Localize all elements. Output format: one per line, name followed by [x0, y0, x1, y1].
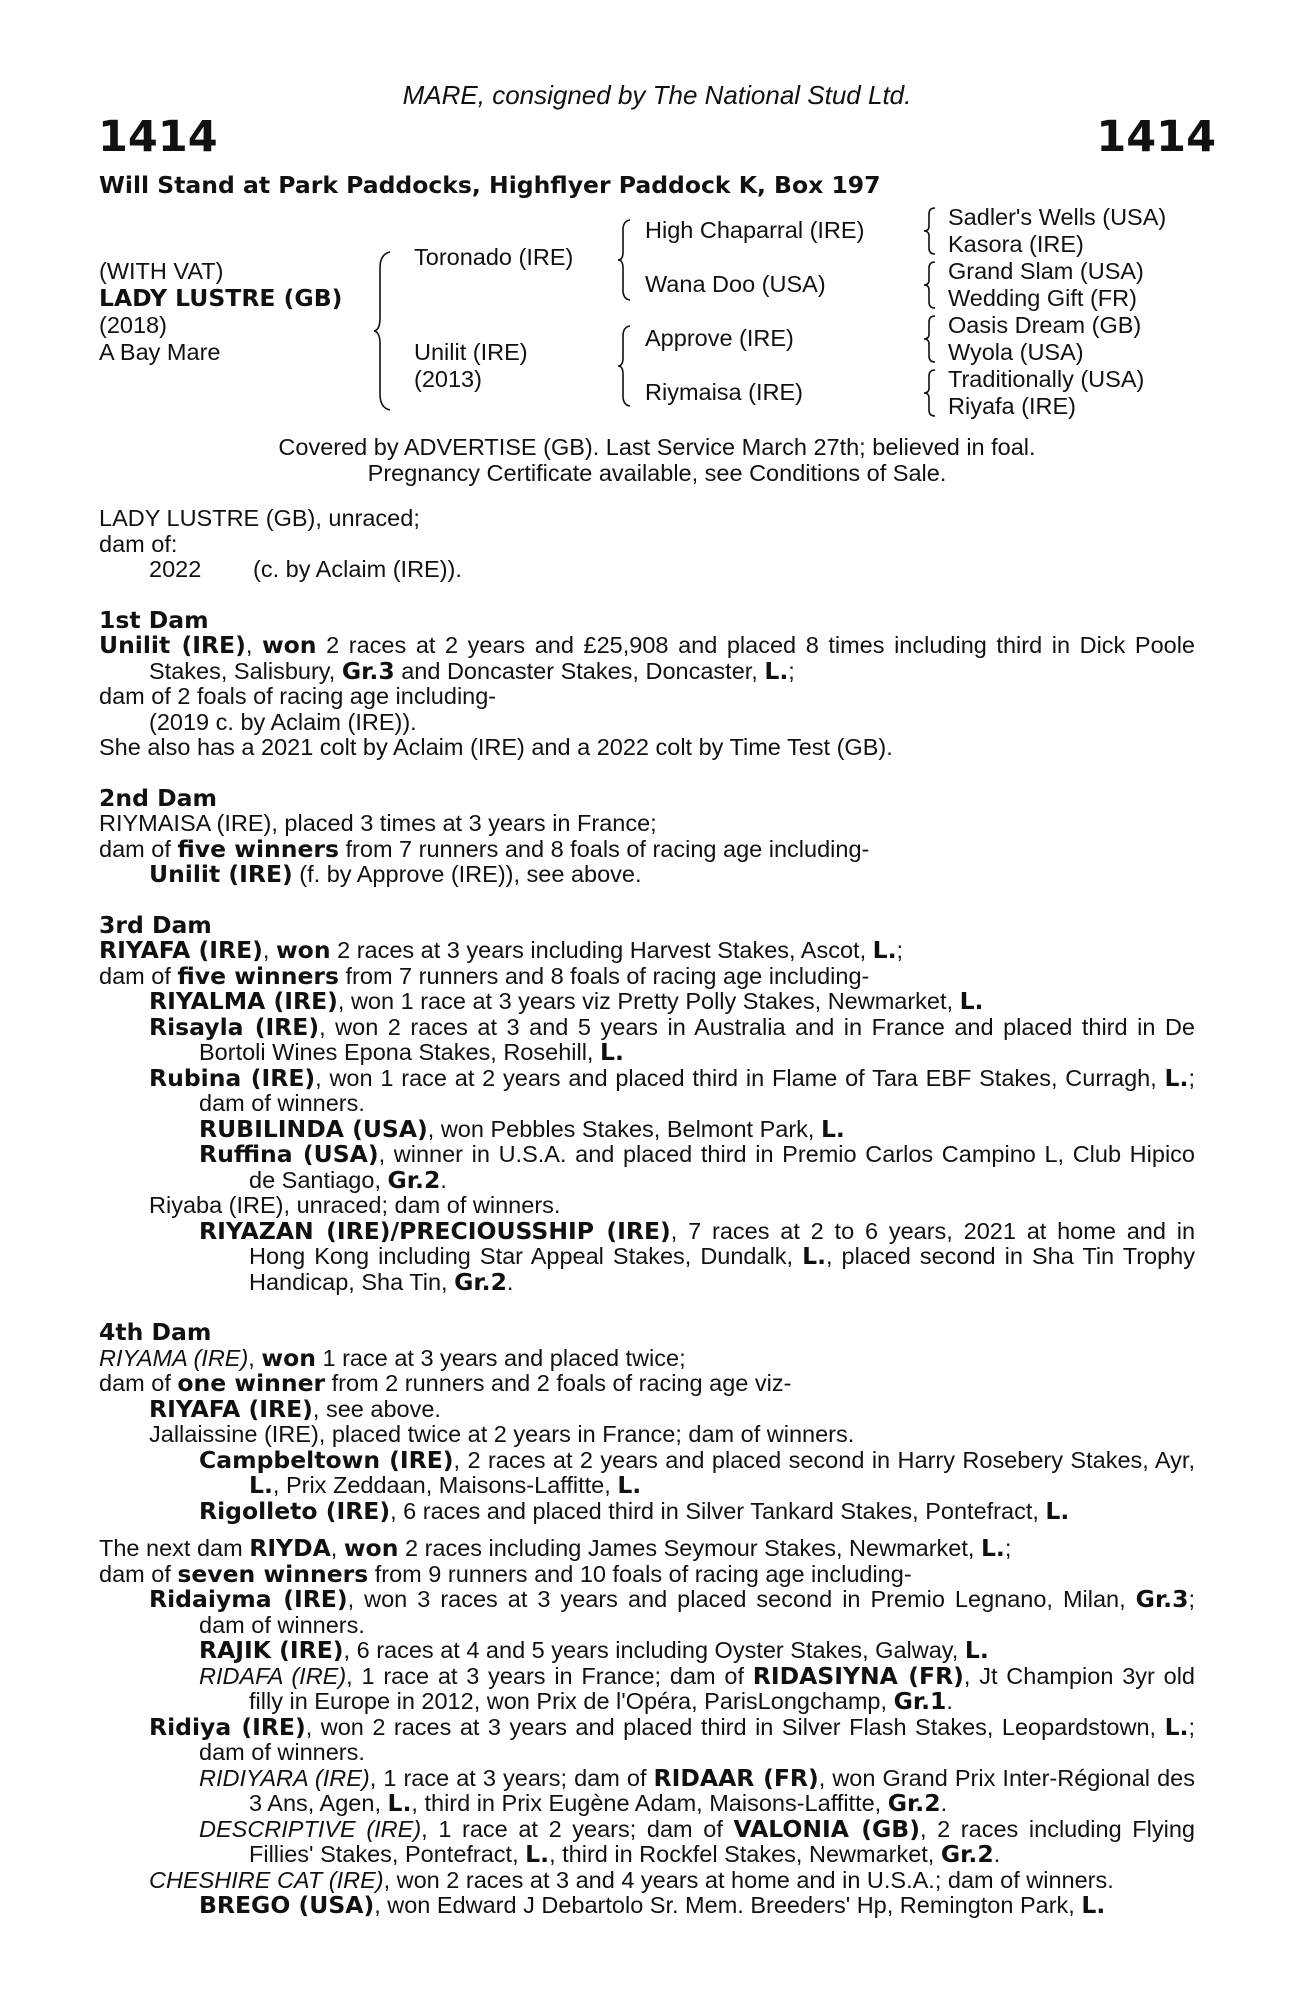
produce-foal [99, 557, 1195, 583]
record-text: . [993, 1841, 1001, 1867]
offspring-name: RIDAAR (FR) [653, 1763, 819, 1792]
record-text: , see above. [312, 1395, 441, 1422]
offspring-riyaba: Riyaba (IRE), unraced; dam of winners. [149, 1192, 561, 1218]
third-dam-dam-of [99, 961, 1195, 990]
covered-line-1: Covered by ADVERTISE (GB). Last Service March 27th; believed in foal. [278, 434, 1036, 460]
winners-count: five winners [177, 961, 339, 990]
horse-description: A Bay Mare [99, 339, 221, 365]
listed-label: L. [1081, 1891, 1106, 1919]
record-text: from 9 runners and 10 foals of racing age including- [368, 1560, 912, 1587]
pedigree-gen3-2: Wana Doo (USA) [645, 271, 826, 297]
offspring-name: RIYAZAN (IRE)/PRECIOUSSHIP (IRE) [199, 1216, 671, 1245]
second-dam-dam-of [99, 834, 1195, 863]
first-dam-also: She also has a 2021 colt by Aclaim (IRE) and a 2022 colt by Time Test (GB). [99, 734, 893, 760]
group-label: Gr.3 [1135, 1585, 1189, 1613]
record-text: , Prix Zeddaan, Maisons-Laffitte, [272, 1472, 618, 1498]
pedigree-gen4-4: Wedding Gift (FR) [948, 285, 1137, 311]
grandchild-campbeltown [99, 1445, 1195, 1499]
listed-label: L. [525, 1840, 550, 1868]
grandchild-rajik [99, 1638, 1195, 1664]
record-text: dam of [99, 1370, 178, 1396]
lot-number-left: 1414 [98, 112, 218, 162]
winners-count: seven winners [177, 1559, 369, 1588]
record-text: dam of [99, 835, 178, 862]
fourth-dam-section [99, 1320, 1195, 1524]
record-text: , third in Rockfel Stakes, Newmarket, [549, 1841, 941, 1867]
brace-main [372, 250, 398, 412]
listed-label: L. [1164, 1063, 1189, 1092]
first-dam-section [99, 605, 1195, 761]
offspring-name: Ruffina (USA) [199, 1140, 379, 1168]
grandchild-ridafa [99, 1661, 1195, 1715]
offspring-name: Rigolleto (IRE) [199, 1496, 391, 1525]
covered-line-2: Pregnancy Certificate available, see Conditions of Sale. [367, 459, 947, 486]
record-text: from 7 runners and 8 foals of racing age including- [338, 835, 870, 862]
record-text: , Jt Champion 3yr old filly in Europe in 2012, won Prix de l'Opéra, ParisLongchamp, [249, 1662, 1195, 1714]
winners-count: five winners [177, 834, 339, 863]
group-label: Gr.2 [454, 1267, 507, 1296]
pedigree-gen4-6: Wyola (USA) [948, 339, 1084, 365]
horse-year: (2018) [99, 312, 167, 338]
record-text: , placed second in Sha Tin Trophy Handicap, Sha Tin, [249, 1243, 1195, 1295]
listed-label: L. [249, 1471, 273, 1499]
offspring-name: RIDASIYNA (FR) [752, 1661, 964, 1690]
offspring-name: Rubina (IRE) [149, 1063, 316, 1092]
offspring-riyafa [99, 1394, 1195, 1423]
offspring-name: Risayla (IRE) [149, 1012, 320, 1041]
record-text: (f. by Approve (IRE)), see above. [292, 861, 642, 887]
second-dam-offspring [99, 862, 1195, 888]
pedigree-gen4-2: Kasora (IRE) [948, 231, 1084, 257]
fourth-dam-name: RIYAMA (IRE) [99, 1344, 249, 1371]
grandchild-brego [99, 1893, 1195, 1919]
record-text: dam of [99, 1560, 178, 1587]
offspring-name: Campbeltown (IRE) [199, 1445, 454, 1474]
listed-label: L. [959, 987, 984, 1015]
next-dam-section [99, 1536, 1195, 1919]
consignor-line: MARE, consigned by The National Stud Ltd. [402, 80, 912, 110]
grandchild-descriptive [99, 1814, 1195, 1868]
produce-foal-year: 2022 [149, 556, 202, 582]
record-text: from 7 runners and 8 foals of racing age including- [338, 962, 870, 989]
listed-label: L. [600, 1038, 624, 1066]
record-text: , won 1 race at 3 years viz Pretty Polly Stakes, Newmarket, [337, 988, 960, 1014]
record-text: 2 races at 2 years and £25,908 and placed 8 times including third in Dick Poole Stakes, Salisbury, [149, 632, 1195, 684]
fourth-dam-heading: 4th Dam [99, 1318, 212, 1346]
first-dam-foal: (2019 c. by Aclaim (IRE)). [149, 708, 417, 735]
record-text: , 1 race at 3 years in France; dam of [346, 1662, 753, 1689]
offspring-name: RUBILINDA (USA) [199, 1114, 428, 1143]
won-label: won [261, 1343, 316, 1372]
offspring-riyalma [99, 989, 1195, 1015]
winners-count: one winner [177, 1369, 326, 1397]
offspring-ridiya [99, 1712, 1195, 1766]
record-text: from 2 runners and 2 foals of racing age viz- [325, 1370, 792, 1396]
offspring-name: Ridaiyma (IRE) [149, 1585, 348, 1613]
pedigree-gen4-8: Riyafa (IRE) [948, 393, 1076, 419]
lot-number-right: 1414 [1096, 112, 1216, 162]
record-text: . [440, 1166, 447, 1193]
listed-label: L. [387, 1789, 412, 1817]
offspring-name: Unilit (IRE) [149, 860, 293, 888]
vat-label: (WITH VAT) [99, 258, 224, 284]
listed-label: L. [872, 936, 897, 964]
offspring-rubina [99, 1063, 1195, 1117]
won-label: won [343, 1534, 399, 1562]
group-label: Gr.2 [887, 1789, 941, 1817]
record-text: , 2 races including Flying Fillies' Stakes, Pontefract, [249, 1815, 1195, 1867]
offspring-jallaissine: Jallaissine (IRE), placed twice at 2 years in France; dam of winners. [149, 1421, 855, 1447]
won-label: won [261, 631, 317, 659]
third-dam-record: RIYAFA (IRE), won 2 races at 3 years including Harvest Stakes, Ascot, L.; [99, 936, 904, 964]
first-dam-heading: 1st Dam [99, 605, 209, 634]
listed-label: L. [764, 656, 789, 685]
listed-label: L. [820, 1114, 845, 1143]
pedigree-gen3-1: High Chaparral (IRE) [645, 217, 865, 243]
record-text: , 1 race at 2 years; dam of [421, 1815, 734, 1842]
record-text: , won 2 races at 3 years and placed third in Silver Flash Stakes, Leopardstown, [305, 1713, 1165, 1740]
record-text: and Doncaster Stakes, Doncaster, [394, 657, 765, 684]
brace-g4-3 [922, 314, 940, 364]
record-text: , 6 races and placed third in Silver Tankard Stakes, Pontefract, [390, 1497, 1046, 1524]
record-text: ; dam of winners. [199, 1586, 1195, 1638]
pedigree-dam-year: (2013) [414, 366, 482, 392]
group-label: Gr.2 [387, 1165, 441, 1194]
offspring-name: Ridiya (IRE) [149, 1712, 306, 1741]
offspring-cheshire-cat [99, 1868, 1195, 1894]
next-dam-record: The next dam RIYDA, won 2 races including James Seymour Stakes, Newmarket, L.; [99, 1534, 1012, 1562]
fourth-dam-dam-of [99, 1371, 1195, 1397]
third-dam-name: RIYAFA (IRE) [99, 936, 263, 964]
third-dam-heading: 3rd Dam [99, 910, 212, 939]
brace-dam [616, 324, 636, 408]
record-text: , won 3 races at 3 years and placed second in Premio Legnano, Milan, [347, 1586, 1136, 1612]
record-text: , 2 races at 2 years and placed second in Harry Rosebery Stakes, Ayr, [453, 1446, 1195, 1473]
record-text: ; [1004, 1535, 1012, 1561]
record-text: , third in Prix Eugène Adam, Maisons-Laffitte, [411, 1790, 888, 1816]
record-text: , won 1 race at 2 years and placed third in Flame of Tara EBF Stakes, Curragh, [315, 1064, 1165, 1091]
offspring-name: RAJIK (IRE) [199, 1636, 344, 1664]
grandchild-riyazan [99, 1216, 1196, 1296]
group-label: Gr.1 [893, 1687, 947, 1715]
group-label: Gr.2 [940, 1840, 994, 1868]
record-text: The next dam [99, 1535, 250, 1561]
record-text: 2 races at 3 years including Harvest Stakes, Ascot, [330, 937, 873, 963]
listed-label: L. [1164, 1712, 1189, 1741]
listed-label: L. [980, 1534, 1005, 1562]
record-text: . [946, 1688, 953, 1714]
produce-record [99, 506, 1195, 583]
brace-g4-1 [922, 206, 940, 256]
pedigree-sire: Toronado (IRE) [414, 244, 574, 270]
listed-label: L. [617, 1471, 642, 1499]
next-dam-name: RIYDA [249, 1534, 331, 1562]
record-text: 2 races including James Seymour Stakes, Newmarket, [398, 1535, 981, 1561]
first-dam-dam-of: dam of 2 foals of racing age including- [99, 683, 497, 709]
offspring-name: DESCRIPTIVE (IRE) [199, 1815, 422, 1842]
grandchild-ridiyara [99, 1763, 1195, 1817]
offspring-name: CHESHIRE CAT (IRE) [149, 1866, 384, 1893]
pedigree-gen4-1: Sadler's Wells (USA) [948, 204, 1167, 230]
record-text: , won Grand Prix Inter-Régional des 3 Ans, Agen, [249, 1764, 1195, 1816]
first-dam-name: Unilit (IRE) [99, 631, 246, 659]
record-text: , 7 races at 2 to 6 years, 2021 at home and in Hong Kong including Star Appeal Stakes, Dundalk, [249, 1217, 1196, 1269]
record-text: 1 race at 3 years and placed twice; [315, 1344, 686, 1371]
catalogue-body [99, 506, 1195, 1919]
pedigree-gen3-4: Riymaisa (IRE) [645, 379, 803, 405]
listed-label: L. [802, 1242, 826, 1270]
listed-label: L. [1045, 1496, 1070, 1525]
first-dam-record: Unilit (IRE), won 2 races at 2 years and £25,908 and placed 8 times including third in Dick Poole Stakes, Salisbury, Gr.3 and Doncaster Stakes, Doncaster, L.; [99, 631, 1195, 685]
second-dam-heading: 2nd Dam [99, 783, 217, 812]
listed-label: L. [964, 1636, 989, 1664]
record-text: , winner in U.S.A. and placed third in Premio Carlos Campino L, Club Hipico de Santiago, [249, 1141, 1195, 1193]
third-dam-section [99, 910, 1196, 1296]
record-text: , won 2 races at 3 and 4 years at home and in U.S.A.; dam of winners. [383, 1866, 1114, 1893]
grandchild-ruffina [99, 1142, 1195, 1193]
record-text: , 1 race at 3 years; dam of [369, 1764, 654, 1791]
record-text: , won 2 races at 3 and 5 years in Australia and in France and placed third in De Bortoli Wines Epona Stakes, Rosehill, [199, 1013, 1195, 1065]
pedigree-gen4-7: Traditionally (USA) [948, 366, 1145, 392]
grandchild-rigolleto [99, 1496, 1195, 1525]
offspring-name: RIYALMA (IRE) [149, 987, 338, 1015]
stand-location: Will Stand at Park Paddocks, Highflyer Paddock K, Box 197 [99, 171, 881, 199]
offspring-name: VALONIA (GB) [733, 1814, 920, 1843]
offspring-ridaiyma [99, 1587, 1195, 1638]
record-text: dam of [99, 962, 178, 989]
produce-foal-desc: (c. by Aclaim (IRE)). [253, 556, 462, 582]
grandchild-rubilinda [99, 1114, 1195, 1143]
second-dam-section [99, 783, 1195, 888]
pedigree-dam: Unilit (IRE) [414, 339, 528, 365]
horse-name: LADY LUSTRE (GB) [99, 284, 343, 312]
produce-line-1: LADY LUSTRE (GB), unraced; [99, 505, 420, 531]
offspring-name: RIYAFA (IRE) [149, 1394, 313, 1423]
pedigree-gen4-3: Grand Slam (USA) [948, 258, 1144, 284]
record-text: ; [788, 657, 795, 684]
offspring-name: RIDIYARA (IRE) [199, 1764, 370, 1791]
record-text: ; dam of winners. [199, 1064, 1195, 1116]
offspring-name: RIDAFA (IRE) [199, 1662, 347, 1689]
record-text: , 6 races at 4 and 5 years including Oyster Stakes, Galway, [343, 1637, 965, 1663]
record-text: , won Pebbles Stakes, Belmont Park, [427, 1115, 821, 1142]
brace-g4-2 [922, 260, 940, 310]
brace-g4-4 [922, 368, 940, 418]
record-text: . [506, 1268, 514, 1295]
record-text: . [940, 1790, 948, 1816]
second-dam-record: RIYMAISA (IRE), placed 3 times at 3 years in France; [99, 810, 657, 836]
offspring-name: BREGO (USA) [199, 1891, 375, 1919]
pedigree-gen3-3: Approve (IRE) [645, 325, 794, 351]
brace-sire [616, 218, 636, 302]
record-text: ; [896, 937, 904, 963]
pedigree-gen4-5: Oasis Dream (GB) [948, 312, 1142, 338]
won-label: won [275, 936, 331, 964]
produce-line-2: dam of: [99, 530, 178, 557]
fourth-dam-record: RIYAMA (IRE), won 1 race at 3 years and placed twice; [99, 1343, 686, 1372]
record-text: ; dam of winners. [199, 1713, 1195, 1765]
offspring-risayla [99, 1012, 1195, 1066]
covered-note [0, 435, 1314, 486]
group-label: Gr.3 [341, 656, 395, 685]
next-dam-dam-of [99, 1559, 1195, 1588]
record-text: , won Edward J Debartolo Sr. Mem. Breeders' Hp, Remington Park, [374, 1892, 1082, 1918]
